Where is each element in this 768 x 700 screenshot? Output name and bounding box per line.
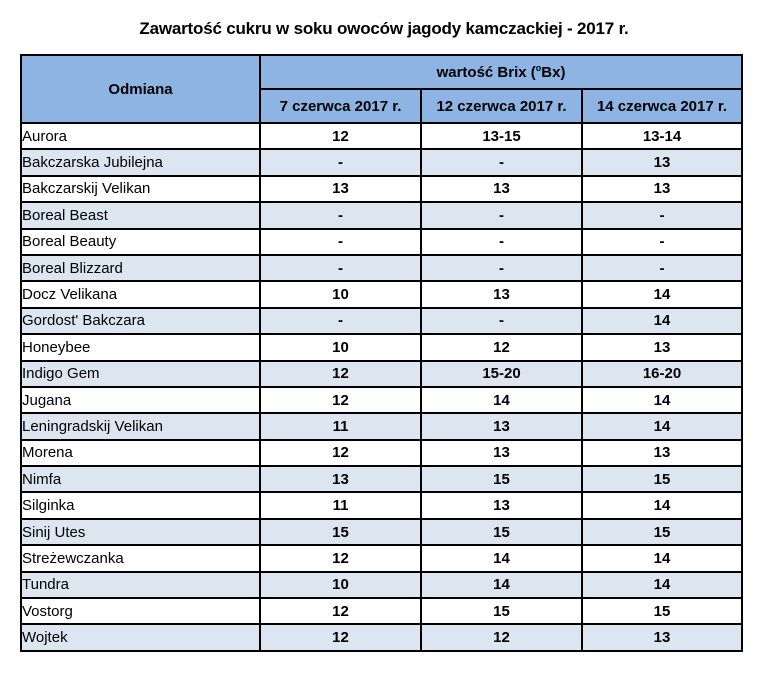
brix-value-cell: 15 xyxy=(421,519,582,545)
brix-value-cell: 12 xyxy=(421,334,582,360)
brix-value-cell: 15 xyxy=(421,598,582,624)
table-row xyxy=(21,572,742,598)
variety-name-cell: Indigo Gem xyxy=(21,361,260,387)
variety-name-cell: Boreal Blizzard xyxy=(21,255,260,281)
brix-value-cell: 13 xyxy=(582,176,742,202)
brix-value-cell: 15 xyxy=(421,466,582,492)
brix-value-cell: 14 xyxy=(582,545,742,571)
table-row xyxy=(21,545,742,571)
header-date-2: 12 czerwca 2017 r. xyxy=(421,89,582,123)
brix-value-cell: - xyxy=(260,308,421,334)
variety-name-cell: Vostorg xyxy=(21,598,260,624)
brix-value-cell: 14 xyxy=(582,308,742,334)
header-brix-degree: o xyxy=(535,63,542,73)
variety-name-cell: Tundra xyxy=(21,572,260,598)
variety-name-cell: Gordost' Bakczara xyxy=(21,308,260,334)
variety-name-cell: Morena xyxy=(21,440,260,466)
brix-value-cell: 13 xyxy=(421,492,582,518)
header-brix-suffix: Bx) xyxy=(541,64,566,81)
table-row xyxy=(21,624,742,650)
table-row xyxy=(21,123,742,149)
table-row xyxy=(21,413,742,439)
brix-value-cell: - xyxy=(582,202,742,228)
brix-value-cell: 13 xyxy=(421,440,582,466)
variety-name-cell: Boreal Beast xyxy=(21,202,260,228)
brix-value-cell: 10 xyxy=(260,281,421,307)
brix-value-cell: 13 xyxy=(260,176,421,202)
brix-value-cell: 15 xyxy=(582,598,742,624)
brix-value-cell: - xyxy=(260,255,421,281)
brix-value-cell: - xyxy=(421,149,582,175)
header-brix xyxy=(260,55,742,89)
variety-name-cell: Bakczarskij Velikan xyxy=(21,176,260,202)
brix-value-cell: 12 xyxy=(260,624,421,650)
table-row xyxy=(21,440,742,466)
variety-name-cell: Boreal Beauty xyxy=(21,229,260,255)
table-row xyxy=(21,202,742,228)
brix-value-cell: 11 xyxy=(260,413,421,439)
brix-value-cell: 13-15 xyxy=(421,123,582,149)
table-row xyxy=(21,255,742,281)
brix-value-cell: 12 xyxy=(260,387,421,413)
table-row xyxy=(21,334,742,360)
header-date-1: 7 czerwca 2017 r. xyxy=(260,89,421,123)
brix-value-cell: - xyxy=(421,202,582,228)
brix-value-cell: - xyxy=(260,229,421,255)
table-row xyxy=(21,176,742,202)
variety-name-cell: Wojtek xyxy=(21,624,260,650)
brix-value-cell: 10 xyxy=(260,334,421,360)
brix-value-cell: 13 xyxy=(421,281,582,307)
table-row xyxy=(21,598,742,624)
variety-name-cell: Honeybee xyxy=(21,334,260,360)
brix-value-cell: - xyxy=(421,255,582,281)
brix-value-cell: 13 xyxy=(582,149,742,175)
table-row xyxy=(21,519,742,545)
brix-value-cell: 13-14 xyxy=(582,123,742,149)
brix-value-cell: 12 xyxy=(260,361,421,387)
brix-value-cell: 15 xyxy=(582,466,742,492)
variety-name-cell: Bakczarska Jubilejna xyxy=(21,149,260,175)
brix-value-cell: 15-20 xyxy=(421,361,582,387)
header-date-3: 14 czerwca 2017 r. xyxy=(582,89,742,123)
brix-value-cell: 16-20 xyxy=(582,361,742,387)
table-row xyxy=(21,229,742,255)
table-row xyxy=(21,466,742,492)
variety-name-cell: Streżewczanka xyxy=(21,545,260,571)
table-row xyxy=(21,308,742,334)
brix-value-cell: 14 xyxy=(582,413,742,439)
brix-value-cell: 12 xyxy=(260,598,421,624)
variety-name-cell: Jugana xyxy=(21,387,260,413)
brix-value-cell: - xyxy=(421,229,582,255)
variety-name-cell: Aurora xyxy=(21,123,260,149)
table-row xyxy=(21,149,742,175)
table-title: Zawartość cukru w soku owoców jagody kamczackiej - 2017 r. xyxy=(139,19,629,38)
brix-value-cell: 15 xyxy=(582,519,742,545)
header-brix-prefix: wartość Brix ( xyxy=(436,64,536,81)
variety-name-cell: Nimfa xyxy=(21,466,260,492)
table-row xyxy=(21,281,742,307)
brix-value-cell: 14 xyxy=(582,572,742,598)
brix-value-cell: - xyxy=(260,202,421,228)
brix-value-cell: 13 xyxy=(582,334,742,360)
brix-value-cell: 12 xyxy=(260,440,421,466)
header-variety: Odmiana xyxy=(21,55,260,123)
brix-value-cell: 13 xyxy=(582,624,742,650)
brix-value-cell: 14 xyxy=(421,545,582,571)
brix-value-cell: 14 xyxy=(421,387,582,413)
brix-value-cell: - xyxy=(421,308,582,334)
variety-name-cell: Leningradskij Velikan xyxy=(21,413,260,439)
variety-name-cell: Silginka xyxy=(21,492,260,518)
brix-value-cell: 13 xyxy=(421,413,582,439)
brix-value-cell: - xyxy=(582,255,742,281)
brix-value-cell: 14 xyxy=(421,572,582,598)
brix-value-cell: 12 xyxy=(421,624,582,650)
table-row xyxy=(21,361,742,387)
variety-name-cell: Docz Velikana xyxy=(21,281,260,307)
brix-value-cell: 11 xyxy=(260,492,421,518)
brix-value-cell: 12 xyxy=(260,123,421,149)
brix-value-cell: 14 xyxy=(582,281,742,307)
brix-value-cell: 10 xyxy=(260,572,421,598)
brix-value-cell: - xyxy=(260,149,421,175)
brix-value-cell: 12 xyxy=(260,545,421,571)
brix-value-cell: 14 xyxy=(582,492,742,518)
brix-value-cell: - xyxy=(582,229,742,255)
brix-value-cell: 14 xyxy=(582,387,742,413)
table-row xyxy=(21,387,742,413)
brix-value-cell: 13 xyxy=(421,176,582,202)
brix-value-cell: 13 xyxy=(582,440,742,466)
brix-value-cell: 13 xyxy=(260,466,421,492)
brix-value-cell: 15 xyxy=(260,519,421,545)
variety-name-cell: Sinij Utes xyxy=(21,519,260,545)
brix-table xyxy=(20,54,743,652)
table-row xyxy=(21,492,742,518)
